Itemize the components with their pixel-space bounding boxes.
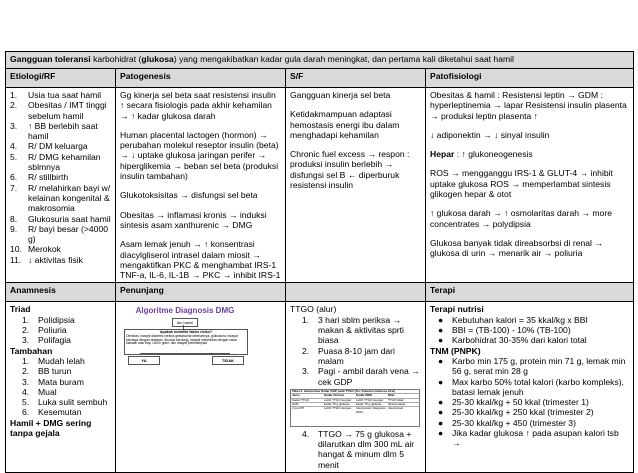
etiologi-item-text: ↓ aktivitas fisik [28,254,83,265]
tambahan-item-text: Kesemutan [38,407,82,418]
triad-item-text: Polifagia [38,335,71,346]
tambahan-item-number: 1. [22,355,30,366]
ttgo-table-cell: kadar 75 g glukosa [324,403,350,407]
patofisiologi-paragraph [430,149,629,159]
tambahan-item-text: Mual [38,386,57,397]
patofisiologi-paragraph: ↑ glukosa darah → ↑ osmolaritas darah → more concentrates → polydipsia [430,208,612,229]
ttgo-step [302,429,421,470]
tambahan-item-text: BB turun [38,366,72,377]
diagram-question-box [124,329,248,355]
tambahan-item-number: 6. [22,407,30,418]
patogenesis-cell [116,88,286,283]
etiologi-item-text: ↑ BB berlebih saat hamil [28,120,98,142]
nutrisi-item-bullet: ● [438,314,444,325]
ttgo-step [302,346,421,367]
header-penunjang-cont [286,283,426,302]
ttgo-table-cell: Kadar Normal [324,394,344,398]
anamnesis-cell [6,302,116,473]
ttgo-table-grid [291,393,419,414]
nutrisi-list [430,315,629,346]
tnm-item [438,356,629,377]
etiologi-item-number: 6. [10,172,18,183]
nutrisi-item-bullet: ● [438,335,444,346]
etiologi-item [10,141,111,151]
patofisiologi-paragraph: Obesitas & hamil : Resistensi leptin → GDM : hyperleptinemia → lapar Resistensi insulin plasenta → produksi leptin plasenta ↑ [430,90,627,121]
nutrisi-item [438,335,629,345]
diagram-split-line [140,353,230,354]
etiologi-list [10,90,111,265]
etiologi-item [10,214,111,224]
tnm-item [438,397,629,407]
etiologi-item-text: Merokok [28,244,61,255]
sf-paragraph: Gangguan kinerja sel beta [290,90,391,100]
ttgo-step-number: 1. [302,314,310,325]
title-bold-lead: Gangguan toleransi [10,54,91,64]
nutrisi-label: Terapi nutrisi [430,304,484,315]
etiologi-item-number: 10. [10,244,22,255]
ttgo-interpretation-table [290,389,420,427]
triad-label: Triad [10,304,31,315]
etiologi-item-text: R/ DMG kehamilan sblmnya [28,151,101,173]
tnm-item-text: Max karbo 50% total kalori (karbo kompleks), batasi lemak jenuh [452,376,624,397]
tnm-item [438,407,629,417]
tnm-item-text: 25-30 kkal/kg + 250 kkal (trimester 2) [452,407,594,418]
tnm-item-bullet: ● [438,417,444,428]
etiologi-item-number: 9. [10,223,18,234]
tnm-item-bullet: ● [438,355,444,366]
tnm-item [438,428,629,449]
tnm-label: TNM (PNPK) [430,345,481,356]
etiologi-item-number: 1. [10,90,18,100]
tambahan-item-text: Luka sulit sembuh [38,397,108,408]
etiologi-item-text: R/ DM keluarga [28,141,88,152]
title-bold-mid: glukosa [141,54,174,64]
nutrisi-item-text: BBI = (TB-100) - 10% (TB-100) [452,325,571,336]
ttgo-table-row [291,402,419,406]
etiologi-item [10,90,111,100]
tambahan-item [22,366,111,376]
etiologi-item-number: 8. [10,213,18,224]
ttgo-table-row [291,406,419,414]
anamnesis-footer: Hamil + DMG sering tanpa gejala [10,417,92,439]
ttgo-steps-2 [290,429,421,470]
ttgo-table-cell: Lebih TTGO dengan [356,398,384,402]
header-patogenesis: Patogenesis [116,69,286,88]
tambahan-item-number: 3. [22,376,30,387]
etiologi-item-text: Usia tua saat hamil [28,90,102,100]
etiologi-item-number: 5. [10,151,18,162]
patofisiologi-paragraphs [430,90,629,259]
tambahan-item-number: 2. [22,366,30,377]
ttgo-table-cell: Jenis [292,394,300,398]
triad-item-text: Polidipsia [38,314,75,325]
penunjang-diagram-cell [116,302,286,473]
tambahan-item [22,356,111,366]
terapi-cell [426,302,634,473]
diagnosis-algorithm-diagram [120,306,250,368]
patogenesis-paragraph: Asam lemak jenuh → ↑ konsentrasi diacylgliserol intrasel dalam miosit → mengaktifkan PKC & menghambat IRS-1 TNF-a, IL-6, IL-1B → PKC → inhibit IRS-1 [120,239,281,281]
etiologi-item-text: R/ melahirkan bayi w/ kelainan kongenital & makrosomia [28,182,111,214]
etiologi-item-number: 4. [10,141,18,152]
diagram-yes-box: YA [128,356,160,365]
sf-paragraphs [290,90,421,190]
ttgo-table-cell: Kadar DMG [356,394,373,398]
tambahan-item [22,387,111,397]
ttgo-step-number: 4. [302,428,310,439]
nutrisi-item-text: Kebutuhan kalori = 35 kkal/kg x BBI [452,314,588,325]
etiologi-item [10,183,111,214]
tambahan-item [22,397,111,407]
patogenesis-paragraphs [120,90,281,280]
tambahan-item [22,377,111,387]
table-title [6,52,634,69]
nutrisi-item [438,315,629,325]
ttgo-table-cell: 2 jam PP [292,407,305,411]
etiologi-item-number: 2. [10,100,18,111]
triad-item-text: Poliuria [38,325,67,336]
etiologi-item [10,224,111,245]
triad-item-number: 1. [22,314,30,325]
etiologi-item-text: Obesitas / IMT tinggi sebelum hamil [28,100,107,121]
etiologi-item [10,172,111,182]
tnm-item [438,377,629,398]
patogenesis-paragraph: Obesitas → inflamasi kronis → induksi sintesis asam xanthurenic → DMG [120,209,267,230]
etiologi-item-text: R/ stillbirth [28,172,69,183]
patogenesis-paragraph: Human placental lactogen (hormon) → perubahan molekul reseptor insulin (beta) → ↓ uptake glukosa jaringan perifer → hiperglikemia → beban sel beta (produksi insulin tambahan) [120,129,279,182]
patofisiologi-paragraph-bold: Hepar [430,149,455,160]
ttgo-step-number: 2. [302,345,310,356]
tnm-item-text: 25-30 kkal/kg + 450 (trimester 3) [452,417,576,428]
ttgo-steps-1 [290,315,421,387]
tnm-item-text: Jika kadar glukosa ↑ pada asupan kalori tsb → [452,428,619,449]
diagram-no-box: TIDAK [212,356,244,365]
etiologi-item-text: Glukosuria saat hamil [28,213,111,224]
tnm-item-bullet: ● [438,376,444,387]
ttgo-step [302,366,421,387]
tnm-item-bullet: ● [438,428,444,439]
ttgo-table-cell: GDP [292,403,299,407]
etiologi-item [10,121,111,142]
sf-paragraph: Chronic fuel excess → respon : produksi insulin berlebih → disfungsi sel B ← diperburuk resistensi insulin [290,149,410,191]
tambahan-item-text: Mudah lelah [38,355,85,366]
header-penunjang: Penunjang [116,283,286,302]
tambahan-item-text: Mata buram [38,376,84,387]
etiologi-item [10,244,111,254]
ttgo-step-text: TTGO → 75 g glukosa + dilarutkan dlm 300 mL air hangat & minum dlm 5 menit [318,428,415,470]
nutrisi-item [438,325,629,335]
tnm-item-text: Karbo min 175 g, protein min 71 g, lemak min 56 g, serat min 28 g [452,355,626,377]
nutrisi-item-text: Karbohidrat 30-35% dari kalori total [452,335,587,346]
triad-item-number: 2. [22,325,30,336]
ttgo-table-cell: Interpretasi [388,407,404,411]
ttgo-table-cell: kadar 75 g glukosa [356,403,382,407]
tnm-item-text: 25-30 kkal/kg + 50 kkal (trimester 1) [452,397,589,408]
patofisiologi-paragraph: Glukosa banyak tidak direabsorbsi di renal → glukosa di urin → menarik air → poliuria [430,237,603,259]
etiologi-item-number: 3. [10,120,18,131]
penunjang-ttgo-cell [286,302,426,473]
ttgo-table-cell: TTGO tidak [388,398,404,402]
ttgo-step-number: 3. [302,366,310,377]
ttgo-table-cell: Interpretasi: Diagnosis DMG [356,407,386,414]
header-etiologi: Etiologi/RF [6,69,116,88]
triad-item [22,315,111,325]
etiologi-cell [6,88,116,283]
sf-cell [286,88,426,283]
triad-item-number: 3. [22,335,30,346]
ttgo-step-text: Puasa 8-10 jam dari malam [318,345,395,366]
tambahan-item-number: 4. [22,386,30,397]
ttgo-step-text: Pagi - ambil darah vena → cek GDP [318,366,420,387]
title-rest-2: ) yang mengakibatkan kadar gula darah meningkat, dan pertama kali diketahui saat hamil [173,54,514,64]
diagram-title: Algoritme Diagnosis DMG [135,306,235,316]
patofisiologi-paragraph: ROS → mengganggu IRS-1 & GLUT-4 → inhibit uptake glukosa ROS → memperlambat sintesis glikogen hepar & otot [430,168,613,200]
tnm-item-bullet: ● [438,397,444,408]
tambahan-item [22,407,111,417]
nutrisi-item-bullet: ● [438,325,444,336]
etiologi-item [10,100,111,121]
ttgo-step-text: 3 hari sblm periksa → makan & aktivitas sprti biasa [318,314,404,346]
patogenesis-paragraph: Gg kinerja sel beta saat resistensi insulin ↑ secara fisiologis pada akhir kehamilan → ↑ kadar glukosa darah [120,90,276,121]
tnm-list [430,356,629,449]
ttgo-table-header-row [291,393,419,397]
header-anamnesis: Anamnesis [6,283,116,302]
etiologi-item-text: R/ bayi besar (>4000 g) [28,223,109,245]
triad-item [22,325,111,335]
tambahan-label: Tambahan [10,345,53,356]
ttgo-table-cell: Lebih TTGO dengan [324,407,352,411]
header-patofisiologi: Patofisiologi [426,69,634,88]
ttgo-table-row [291,398,419,402]
title-rest-1: karbohidrat ( [90,54,142,64]
etiologi-item-number: 7. [10,182,18,193]
patofisiologi-paragraph-rest: : ↑ glukoneogenesis [454,149,533,160]
diagram-body: Obesitas, riwayat diabetes melitus gestasional sebelumnya, glukosuria, riwayat keluarga dengan diabetes, abortus berulang, riwayat melahirkan dengan cacat bawaan atau bayi >4000 gram, dan riwayat preeklampsia [126,334,238,346]
tambahan-item-number: 5. [22,397,30,408]
etiologi-item [10,152,111,173]
etiologi-item [10,255,111,265]
ttgo-table-cell: Kadar TTGO [292,398,310,402]
patofisiologi-cell [426,88,634,283]
header-sf: S/F [286,69,426,88]
tambahan-list [10,356,111,418]
ttgo-table-cell: diinterpretasi [388,403,406,407]
header-terapi: Terapi [426,283,634,302]
sf-paragraph: Ketidakmampuan adaptasi hemostasis energi ibu dalam menghadapi kehamilan [290,109,400,140]
etiologi-item-number: 11. [10,254,22,265]
gdm-summary-table [5,51,634,473]
ttgo-label: TTGO (alur) [290,304,337,315]
patofisiologi-paragraph: ↓ adiponektin → ↓ sinyal insulin [430,129,550,140]
diagram-top-box: Ibu hamil [172,318,198,327]
tnm-item-bullet: ● [438,407,444,418]
patogenesis-paragraph: Glukotoksisitas → disfungsi sel beta [120,190,258,201]
triad-item [22,335,111,345]
tnm-item [438,418,629,428]
ttgo-table-caption: Tabel 4. Interpretasi Kadar GDP pada TTGO (Tes Toleransi Glukosa Oral) [292,388,395,393]
triad-list [10,315,111,346]
diagram-question: Apakah memiliki faktor risiko? [159,330,213,335]
ttgo-table-cell: Nilai [388,394,395,398]
ttgo-step [302,315,421,346]
ttgo-table-cell: Lebih TTGO dengan [324,398,352,402]
